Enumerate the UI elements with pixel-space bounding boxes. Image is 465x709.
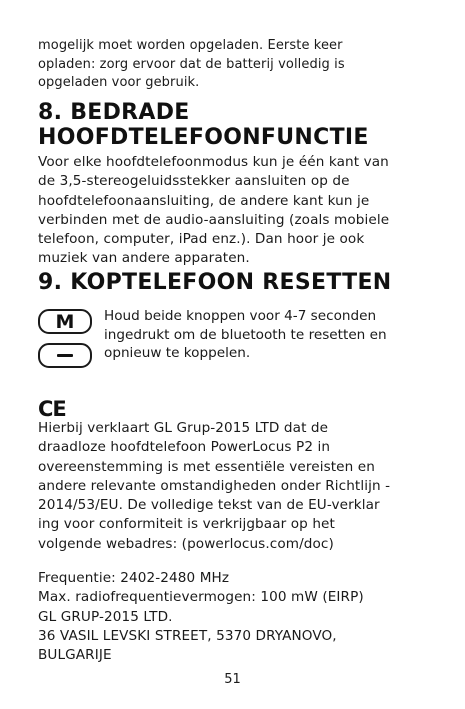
section8-body-line: de 3,5-stereogeluidsstekker aansluiten op de [38, 173, 350, 190]
section8-body-line: muziek van andere apparaten. [38, 250, 250, 267]
specs-block [38, 569, 443, 665]
section9-heading [38, 270, 392, 295]
ce-line: andere relevante omstandigheden onder Richtlijn - [38, 477, 391, 494]
reset-line: Houd beide knoppen voor 4-7 seconden [104, 308, 377, 324]
ce-line: 2014/53/EU. De volledige tekst van de EU-verklar [38, 497, 380, 514]
section8-body-line: Voor elke hoofdtelefoonmodus kun je één kant van [38, 154, 389, 170]
reset-instructions [104, 307, 434, 363]
section8-heading [38, 100, 369, 150]
minus-symbol-icon [57, 354, 73, 357]
ce-mark-icon: CE [38, 397, 66, 421]
spec-line: 36 VASIL LEVSKI STREET, 5370 DRYANOVO, [38, 627, 337, 644]
ce-line: Hierbij verklaart GL Grup-2015 LTD dat de [38, 420, 329, 436]
page-number: 51 [224, 672, 241, 687]
reset-line: opnieuw te koppelen. [104, 345, 251, 361]
intro-line: mogelijk moet worden opgeladen. Eerste keer [38, 38, 343, 53]
section8-heading-line: 8. BEDRADE [38, 100, 190, 125]
intro-paragraph [38, 37, 438, 93]
section8-heading-line: HOOFDTELEFOONFUNCTIE [38, 125, 369, 150]
section8-body-line: hoofdtelefoonaansluiting, de andere kant kun je [38, 192, 370, 209]
ce-line: ing voor conformiteit is verkrijgbaar op het [38, 516, 335, 533]
m-button-label: M [55, 310, 75, 333]
section8-body [38, 153, 443, 269]
intro-line: opgeladen voor gebruik. [38, 75, 200, 90]
m-button-icon [38, 309, 92, 334]
spec-line: BULGARIJE [38, 647, 112, 664]
spec-line: Max. radiofrequentievermogen: 100 mW (EIRP) [38, 589, 364, 606]
reset-line: ingedrukt om de bluetooth te resetten en [104, 326, 387, 343]
ce-declaration [38, 419, 443, 554]
ce-line: overeenstemming is met essentiële vereisten en [38, 458, 375, 475]
intro-line: opladen: zorg ervoor dat de batterij volledig is [38, 56, 345, 72]
section8-body-line: verbinden met de audio-aansluiting (zoals mobiele [38, 211, 390, 228]
minus-button-icon [38, 343, 92, 368]
ce-line: draadloze hoofdtelefoon PowerLocus P2 in [38, 439, 331, 456]
section9-heading-line: 9. KOPTELEFOON RESETTEN [38, 270, 392, 295]
spec-line: Frequentie: 2402-2480 MHz [38, 570, 230, 586]
spec-line: GL GRUP-2015 LTD. [38, 608, 173, 625]
section8-body-line: telefoon, computer, iPad enz.). Dan hoor je ook [38, 231, 365, 248]
ce-line: volgende webadres: (powerlocus.com/doc) [38, 535, 334, 552]
